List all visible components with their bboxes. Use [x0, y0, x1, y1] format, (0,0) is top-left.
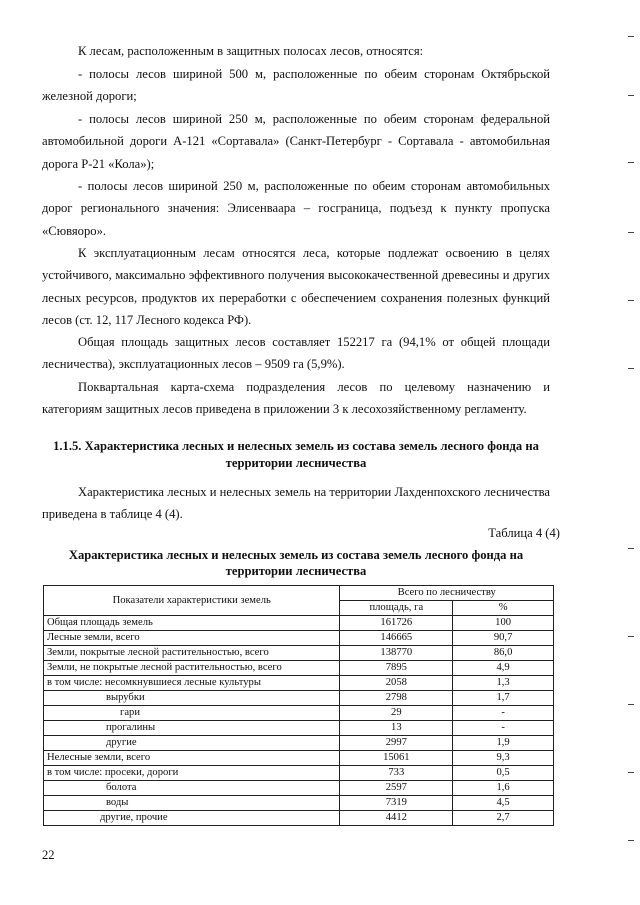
row-label: Общая площадь земель	[44, 616, 340, 631]
row-area: 733	[340, 766, 453, 781]
row-percent: 100	[453, 616, 554, 631]
header-area: площадь, га	[340, 601, 453, 616]
row-area: 7319	[340, 796, 453, 811]
paragraph-table-intro: Характеристика лесных и нелесных земель на территории Лахденпохского лесничества приведена в таблице 4 (4).	[42, 485, 550, 522]
row-area: 146665	[340, 631, 453, 646]
row-percent: 0,5	[453, 766, 554, 781]
row-percent: 90,7	[453, 631, 554, 646]
table-row	[44, 781, 554, 796]
table-row	[44, 706, 554, 721]
row-percent: 86,0	[453, 646, 554, 661]
paragraph-protective-strips-intro: К лесам, расположенным в защитных полосах лесов, относятся:	[78, 44, 424, 58]
row-area: 138770	[340, 646, 453, 661]
table-row	[44, 736, 554, 751]
page-number: 22	[42, 848, 55, 862]
row-label: в том числе: несомкнувшиеся лесные культуры	[44, 676, 340, 691]
section-heading: 1.1.5. Характеристика лесных и нелесных земель из состава земель лесного фонда на территории лесничества	[53, 439, 539, 470]
table-row	[44, 661, 554, 676]
table-label: Таблица 4 (4)	[488, 526, 560, 540]
row-label: гари	[44, 706, 340, 721]
row-area: 13	[340, 721, 453, 736]
row-label: в том числе: просеки, дороги	[44, 766, 340, 781]
table-row	[44, 676, 554, 691]
row-area: 4412	[340, 811, 453, 826]
row-label: болота	[44, 781, 340, 796]
paragraph-map-scheme: Поквартальная карта-схема подразделения лесов по целевому назначению и категориям защитных лесов приведена в приложении 3 к лесохозяйственному регламенту.	[42, 380, 550, 417]
scan-mark	[628, 704, 634, 705]
row-percent: 1,7	[453, 691, 554, 706]
table-row	[44, 646, 554, 661]
paragraph-strip-regional-roads: - полосы лесов шириной 250 м, расположенные по обеим сторонам автомобильных дорог регионального значения: Элисенваара – госграница, подъезд к пункту пропуска «Сювяоро».	[42, 179, 550, 238]
scan-mark	[628, 368, 634, 369]
land-characteristics-table	[43, 585, 554, 826]
row-area: 2997	[340, 736, 453, 751]
row-percent: 1,6	[453, 781, 554, 796]
row-label: вырубки	[44, 691, 340, 706]
row-label: Земли, покрытые лесной растительностью, всего	[44, 646, 340, 661]
row-label: другие	[44, 736, 340, 751]
paragraph-total-area: Общая площадь защитных лесов составляет 152217 га (94,1% от общей площади лесничества), эксплуатационных лесов – 9509 га (5,9%).	[42, 335, 550, 372]
row-label: Нелесные земли, всего	[44, 751, 340, 766]
row-area: 15061	[340, 751, 453, 766]
table-row	[44, 616, 554, 631]
header-percent: %	[453, 601, 554, 616]
scan-mark	[628, 95, 634, 96]
header-indicator: Показатели характеристики земель	[44, 586, 340, 616]
row-percent: 1,3	[453, 676, 554, 691]
paragraph-strip-federal-road: - полосы лесов шириной 250 м, расположенные по обеим сторонам федеральной автомобильной дороги А-121 «Сортавала» (Санкт-Петербург - Сортавала - автомобильная дорога Р-21 «Кола»);	[42, 112, 550, 171]
row-label: прогалины	[44, 721, 340, 736]
row-label: воды	[44, 796, 340, 811]
table-row	[44, 721, 554, 736]
scan-mark	[628, 772, 634, 773]
row-percent: -	[453, 706, 554, 721]
scan-mark	[628, 840, 634, 841]
row-area: 29	[340, 706, 453, 721]
row-label: Лесные земли, всего	[44, 631, 340, 646]
row-percent: -	[453, 721, 554, 736]
scan-mark	[628, 162, 634, 163]
scan-mark	[628, 636, 634, 637]
scan-mark	[628, 548, 634, 549]
row-percent: 1,9	[453, 736, 554, 751]
row-area: 2058	[340, 676, 453, 691]
table-row	[44, 766, 554, 781]
row-area: 161726	[340, 616, 453, 631]
table-row	[44, 811, 554, 826]
row-percent: 2,7	[453, 811, 554, 826]
row-area: 2798	[340, 691, 453, 706]
row-percent: 4,9	[453, 661, 554, 676]
table-row	[44, 691, 554, 706]
row-area: 2597	[340, 781, 453, 796]
header-group-total: Всего по лесничеству	[340, 586, 554, 601]
table-row	[44, 631, 554, 646]
scan-mark	[628, 300, 634, 301]
table-title: Характеристика лесных и нелесных земель из состава земель лесного фонда на территории лесничества	[68, 548, 524, 578]
scan-mark	[628, 232, 634, 233]
row-percent: 4,5	[453, 796, 554, 811]
paragraph-exploitation-forests: К эксплуатационным лесам относятся леса, которые подлежат освоению в целях устойчивого, максимально эффективного получения высококачественной древесины и других лесных ресурсов, продуктов их переработки с обеспечением сохранения полезных функций лесов (ст. 12, 117 Лесного кодекса РФ).	[42, 246, 550, 328]
table-row	[44, 751, 554, 766]
row-percent: 9,3	[453, 751, 554, 766]
scan-mark	[628, 36, 634, 37]
row-area: 7895	[340, 661, 453, 676]
table-row	[44, 796, 554, 811]
row-label: Земли, не покрытые лесной растительностью, всего	[44, 661, 340, 676]
row-label: другие, прочие	[44, 811, 340, 826]
paragraph-strip-railway: - полосы лесов шириной 500 м, расположенные по обеим сторонам Октябрьской железной дороги;	[42, 67, 550, 104]
